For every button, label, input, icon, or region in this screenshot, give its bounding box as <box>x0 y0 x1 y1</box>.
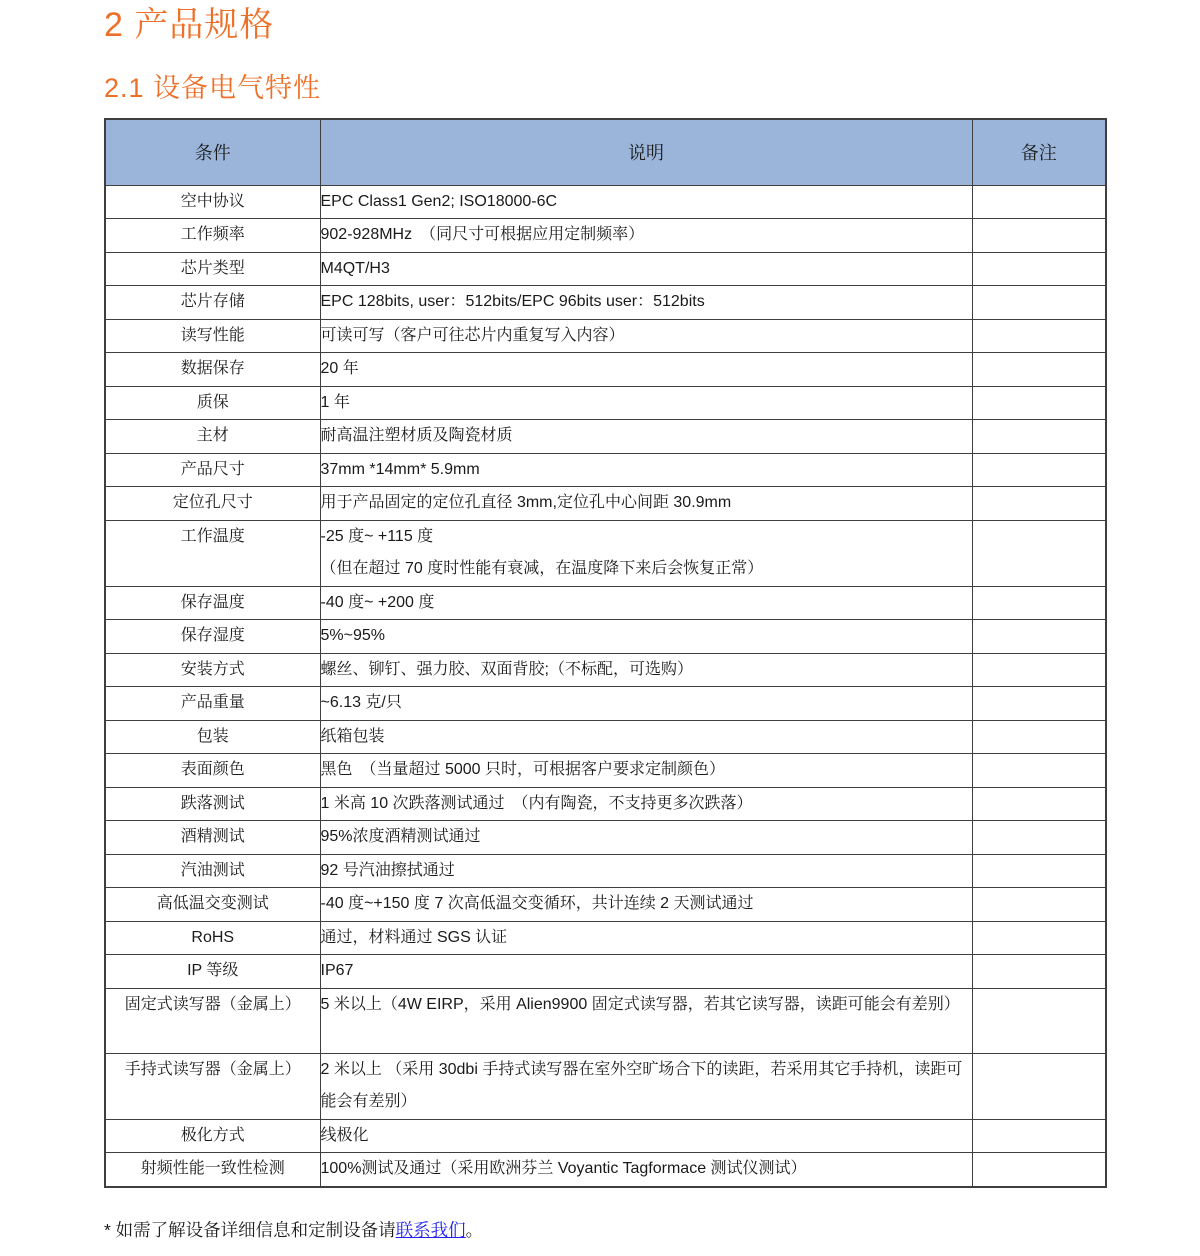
spec-table-body <box>105 185 1106 1187</box>
table-row <box>105 420 1106 454</box>
table-row <box>105 520 1106 586</box>
description-cell <box>320 888 972 922</box>
condition-cell: 保存湿度 <box>105 620 320 654</box>
description-line: 线极化 <box>320 1126 369 1144</box>
contact-us-link[interactable]: 联系我们 <box>395 1219 466 1240</box>
description-line: 902-928MHz （同尺寸可根据应用定制频率） <box>320 226 645 243</box>
description-line: 用于产品固定的定位孔直径 3mm,定位孔中心间距 30.9mm <box>320 494 732 511</box>
description-line: -40 度~+150 度 7 次高低温交变循环，共计连续 2 天测试通过 <box>320 895 754 912</box>
condition-cell: 数据保存 <box>105 353 320 387</box>
table-row <box>105 821 1106 855</box>
table-row <box>105 1119 1106 1153</box>
table-row <box>105 586 1106 620</box>
description-line: 纸箱包装 <box>320 727 385 745</box>
spec-table <box>104 118 1107 1188</box>
condition-cell: 芯片类型 <box>105 252 320 286</box>
column-header-remark: 备注 <box>972 119 1106 185</box>
description-cell <box>320 487 972 521</box>
table-row <box>105 1153 1106 1187</box>
table-row <box>105 955 1106 989</box>
condition-cell: 高低温交变测试 <box>105 888 320 922</box>
condition-cell: 芯片存储 <box>105 286 320 320</box>
description-line: 螺丝、铆钉、强力胶、双面背胶;（不标配，可选购） <box>320 660 693 678</box>
description-cell <box>320 453 972 487</box>
footnote <box>104 1188 1200 1242</box>
footnote-period: 。 <box>465 1219 484 1240</box>
page-title: 2 产品规格 <box>104 6 275 44</box>
remark-cell <box>972 720 1106 754</box>
table-row <box>105 219 1106 253</box>
description-line: -40 度~ +200 度 <box>320 593 435 611</box>
table-row <box>105 687 1106 721</box>
description-cell <box>320 720 972 754</box>
description-cell <box>320 1153 972 1187</box>
description-cell <box>320 420 972 454</box>
description-line: IP67 <box>320 962 354 979</box>
condition-cell: 产品重量 <box>105 687 320 721</box>
description-line: 95%浓度酒精测试通过 <box>320 828 481 845</box>
remark-cell <box>972 988 1106 1053</box>
description-line: M4QT/H3 <box>320 259 390 277</box>
remark-cell <box>972 653 1106 687</box>
condition-cell: 工作频率 <box>105 219 320 253</box>
description-line: EPC Class1 Gen2; ISO18000-6C <box>320 192 558 210</box>
description-cell <box>320 252 972 286</box>
remark-cell <box>972 386 1106 420</box>
description-line: ~6.13 克/只 <box>320 694 402 711</box>
remark-cell <box>972 586 1106 620</box>
remark-cell <box>972 888 1106 922</box>
table-row <box>105 754 1106 788</box>
description-cell <box>320 653 972 687</box>
description-cell <box>320 921 972 955</box>
description-line: 92 号汽油擦拭通过 <box>320 861 455 879</box>
remark-cell <box>972 420 1106 454</box>
description-line: 通过，材料通过 SGS 认证 <box>320 928 508 946</box>
remark-cell <box>972 821 1106 855</box>
condition-cell: 主材 <box>105 420 320 454</box>
remark-cell <box>972 921 1106 955</box>
description-cell <box>320 586 972 620</box>
condition-cell: 工作温度 <box>105 520 320 586</box>
table-row <box>105 487 1106 521</box>
remark-cell <box>972 353 1106 387</box>
table-row <box>105 888 1106 922</box>
column-header-description: 说明 <box>320 119 972 185</box>
remark-cell <box>972 319 1106 353</box>
remark-cell <box>972 1153 1106 1187</box>
column-header-condition: 条件 <box>105 119 320 185</box>
remark-cell <box>972 955 1106 989</box>
description-cell <box>320 353 972 387</box>
condition-cell: 包装 <box>105 720 320 754</box>
section-title: 2.1 设备电气特性 <box>104 73 322 103</box>
remark-cell <box>972 252 1106 286</box>
condition-cell: 质保 <box>105 386 320 420</box>
condition-cell: 安装方式 <box>105 653 320 687</box>
description-line: 20 年 <box>320 360 359 377</box>
description-cell <box>320 520 972 586</box>
condition-cell: IP 等级 <box>105 955 320 989</box>
table-row <box>105 286 1106 320</box>
description-line: （但在超过 70 度时性能有衰减，在温度降下来后会恢复正常） <box>320 560 764 577</box>
description-line: 1 年 <box>320 393 350 411</box>
description-cell <box>320 286 972 320</box>
condition-cell: RoHS <box>105 921 320 955</box>
condition-cell: 汽油测试 <box>105 854 320 888</box>
remark-cell <box>972 787 1106 821</box>
table-row <box>105 854 1106 888</box>
remark-cell <box>972 1119 1106 1153</box>
table-row <box>105 386 1106 420</box>
remark-cell <box>972 754 1106 788</box>
description-line: 100%测试及通过（采用欧洲芬兰 Voyantic Tagformace 测试仪测试） <box>320 1160 807 1177</box>
description-line: 1 米高 10 次跌落测试通过 （内有陶瓷，不支持更多次跌落） <box>320 794 753 812</box>
table-row <box>105 453 1106 487</box>
remark-cell <box>972 620 1106 654</box>
condition-cell: 读写性能 <box>105 319 320 353</box>
remark-cell <box>972 520 1106 586</box>
description-cell <box>320 821 972 855</box>
description-line: 黑色 （当量超过 5000 只时，可根据客户要求定制颜色） <box>320 761 725 778</box>
table-row <box>105 185 1106 219</box>
remark-cell <box>972 687 1106 721</box>
remark-cell <box>972 185 1106 219</box>
remark-cell <box>972 487 1106 521</box>
description-line: EPC 128bits, user：512bits/EPC 96bits user：512bits <box>320 293 705 310</box>
remark-cell <box>972 453 1106 487</box>
description-cell <box>320 1053 972 1119</box>
description-cell <box>320 988 972 1053</box>
description-cell <box>320 787 972 821</box>
table-row <box>105 653 1106 687</box>
description-cell <box>320 687 972 721</box>
description-cell <box>320 386 972 420</box>
description-cell <box>320 620 972 654</box>
description-cell <box>320 319 972 353</box>
description-cell <box>320 1119 972 1153</box>
description-cell <box>320 955 972 989</box>
remark-cell <box>972 219 1106 253</box>
description-line: 5%~95% <box>320 627 385 644</box>
description-line: 2 米以上 （采用 30dbi 手持式读写器在室外空旷场合下的读距，若采用其它手持机，读距可能会有差别） <box>320 1060 963 1110</box>
condition-cell: 手持式读写器（金属上） <box>105 1053 320 1119</box>
condition-cell: 表面颜色 <box>105 754 320 788</box>
condition-cell: 跌落测试 <box>105 787 320 821</box>
description-cell <box>320 854 972 888</box>
condition-cell: 固定式读写器（金属上） <box>105 988 320 1053</box>
remark-cell <box>972 1053 1106 1119</box>
description-line: 37mm *14mm* 5.9mm <box>320 460 480 478</box>
remark-cell <box>972 286 1106 320</box>
condition-cell: 产品尺寸 <box>105 453 320 487</box>
table-row <box>105 921 1106 955</box>
table-row <box>105 720 1106 754</box>
table-header-row <box>105 119 1106 185</box>
table-row <box>105 353 1106 387</box>
description-cell <box>320 754 972 788</box>
description-cell <box>320 219 972 253</box>
condition-cell: 空中协议 <box>105 185 320 219</box>
condition-cell: 射频性能一致性检测 <box>105 1153 320 1187</box>
condition-cell: 酒精测试 <box>105 821 320 855</box>
condition-cell: 定位孔尺寸 <box>105 487 320 521</box>
condition-cell: 极化方式 <box>105 1119 320 1153</box>
description-line: 可读可写（客户可往芯片内重复写入内容） <box>320 326 625 344</box>
description-line: -25 度~ +115 度 <box>320 527 434 545</box>
table-row <box>105 620 1106 654</box>
description-line: 耐高温注塑材质及陶瓷材质 <box>320 427 513 444</box>
description-cell <box>320 185 972 219</box>
table-row <box>105 319 1106 353</box>
footnote-text: * 如需了解设备详细信息和定制设备请 <box>104 1219 396 1240</box>
table-row <box>105 1053 1106 1119</box>
condition-cell: 保存温度 <box>105 586 320 620</box>
table-row <box>105 252 1106 286</box>
table-row <box>105 988 1106 1053</box>
remark-cell <box>972 854 1106 888</box>
description-line: 5 米以上（4W EIRP，采用 Alien9900 固定式读写器，若其它读写器，读距可能会有差别） <box>320 995 960 1013</box>
table-row <box>105 787 1106 821</box>
